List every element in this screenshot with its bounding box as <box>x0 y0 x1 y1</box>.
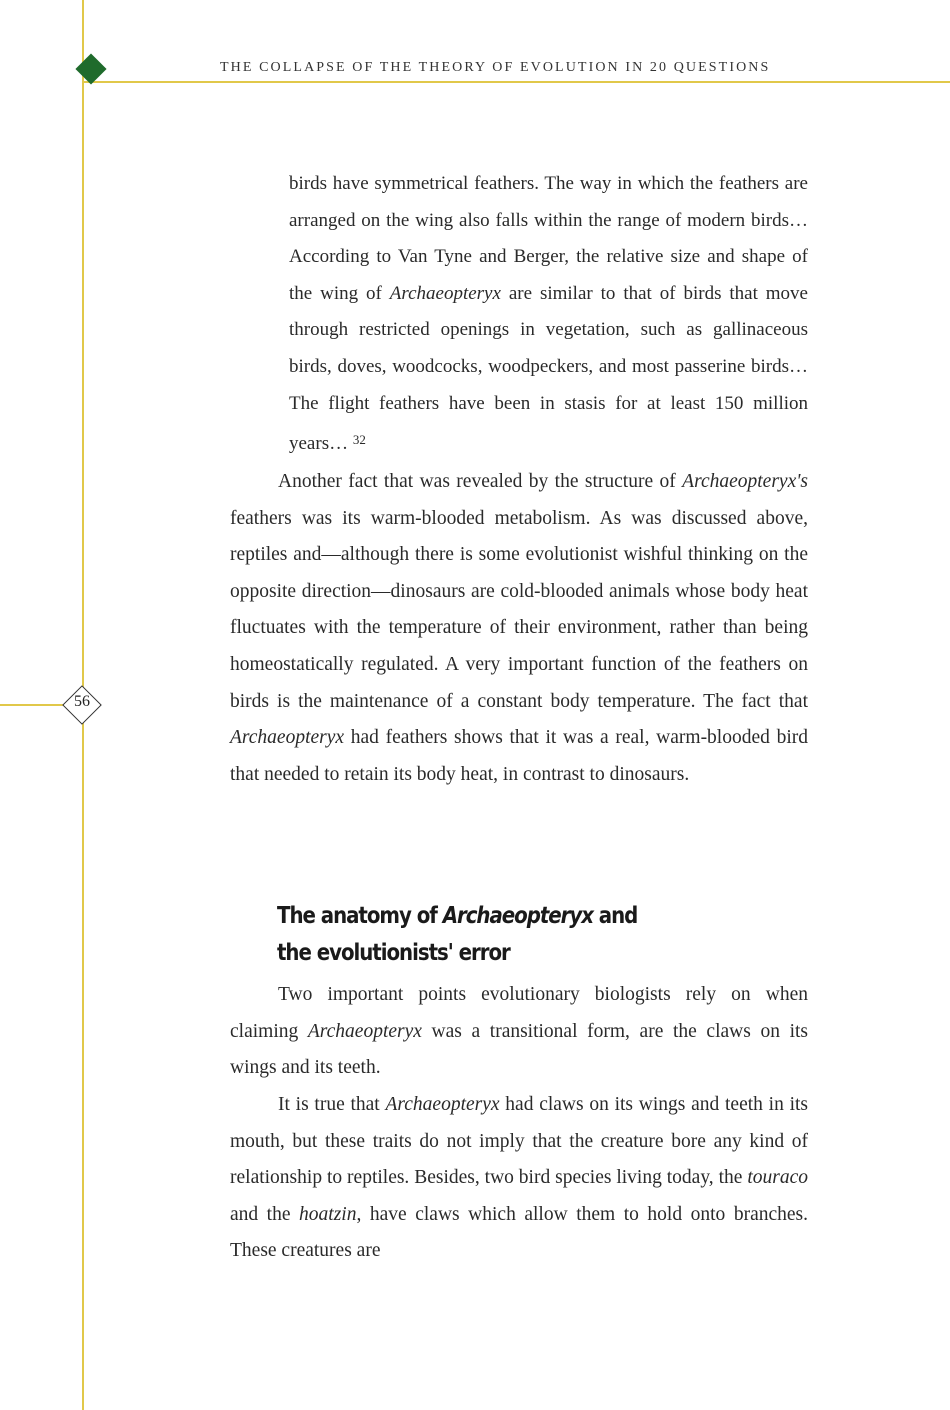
page-number: 56 <box>74 693 90 710</box>
quote-text-1: birds have symmetrical feathers. The way in which the feathers are arranged on the wing also falls within the range of modern birds… According to Van Tyne and Berger, the relative size and shape of the wing of <box>289 173 808 304</box>
paragraph-warm-blooded <box>230 464 808 793</box>
para3-italic-2: touraco <box>747 1167 808 1189</box>
heading-text-1: The anatomy of <box>277 903 443 929</box>
header-rule <box>82 81 950 83</box>
para2-text-1: Two important points evolutionary biologists rely on when claiming <box>230 984 808 1042</box>
para2-italic-1: Archaeopteryx <box>307 1020 422 1042</box>
running-title: THE COLLAPSE OF THE THEORY OF EVOLUTION IN 20 QUESTIONS <box>220 60 771 75</box>
para1-text-1: Another fact that was revealed by the structure of <box>278 471 683 492</box>
paragraph-claws-teeth <box>230 977 808 1087</box>
para2-text-2: was a transitional form, are the claws on its wings and its teeth. <box>230 1020 808 1079</box>
para3-text-2: had claws on its wings and teeth in its mouth, but these traits do not imply that the creature bore any kind of relationship to reptiles. Besides, two bird species living today, the <box>230 1094 808 1189</box>
paragraph-living-species <box>230 1087 808 1270</box>
para3-text-1: It is true that <box>278 1094 386 1115</box>
para3-text-3: and the <box>230 1203 300 1225</box>
para1-text-3: had feathers shows that it was a real, warm-blooded bird that needed to retain its body heat, in contrast to dinosaurs. <box>230 727 808 785</box>
para3-italic-1: Archaeopteryx <box>385 1094 500 1115</box>
para1-italic-1: Archaeopteryx's <box>682 471 808 492</box>
block-quote <box>289 166 808 463</box>
quote-italic-1: Archaeopteryx <box>389 282 501 304</box>
heading-text-2: and the evolutionists' error <box>277 903 638 966</box>
quote-text-2: are similar to that of birds that move through restricted openings in vegetation, such as gallinaceous birds, doves, woodcocks, woodpeckers, and most passerine birds… The flight feathers have been in stasis for at least 150 million years… <box>289 282 808 455</box>
para3-text-4: , have claws which allow them to hold onto branches. These creatures are <box>230 1203 808 1262</box>
section-heading <box>277 898 673 972</box>
para1-italic-2: Archaeopteryx <box>230 727 345 749</box>
footnote-ref: 32 <box>352 432 366 448</box>
diamond-ornament-icon <box>75 53 106 84</box>
page-number-rule <box>0 704 70 706</box>
para1-text-2: feathers was its warm-blooded metabolism. As was discussed above, reptiles and—although there is some evolutionist wishful thinking on the opposite direction—dinosaurs are cold-blooded animals whose body heat fluctuates with the temperature of their environment, rather than being homeostatically regulated. A very important function of the feathers on birds is the maintenance of a constant body temperature. The fact that <box>230 507 808 712</box>
para3-italic-3: hoatzin <box>299 1203 357 1225</box>
heading-italic: Archaeopteryx <box>442 903 593 929</box>
